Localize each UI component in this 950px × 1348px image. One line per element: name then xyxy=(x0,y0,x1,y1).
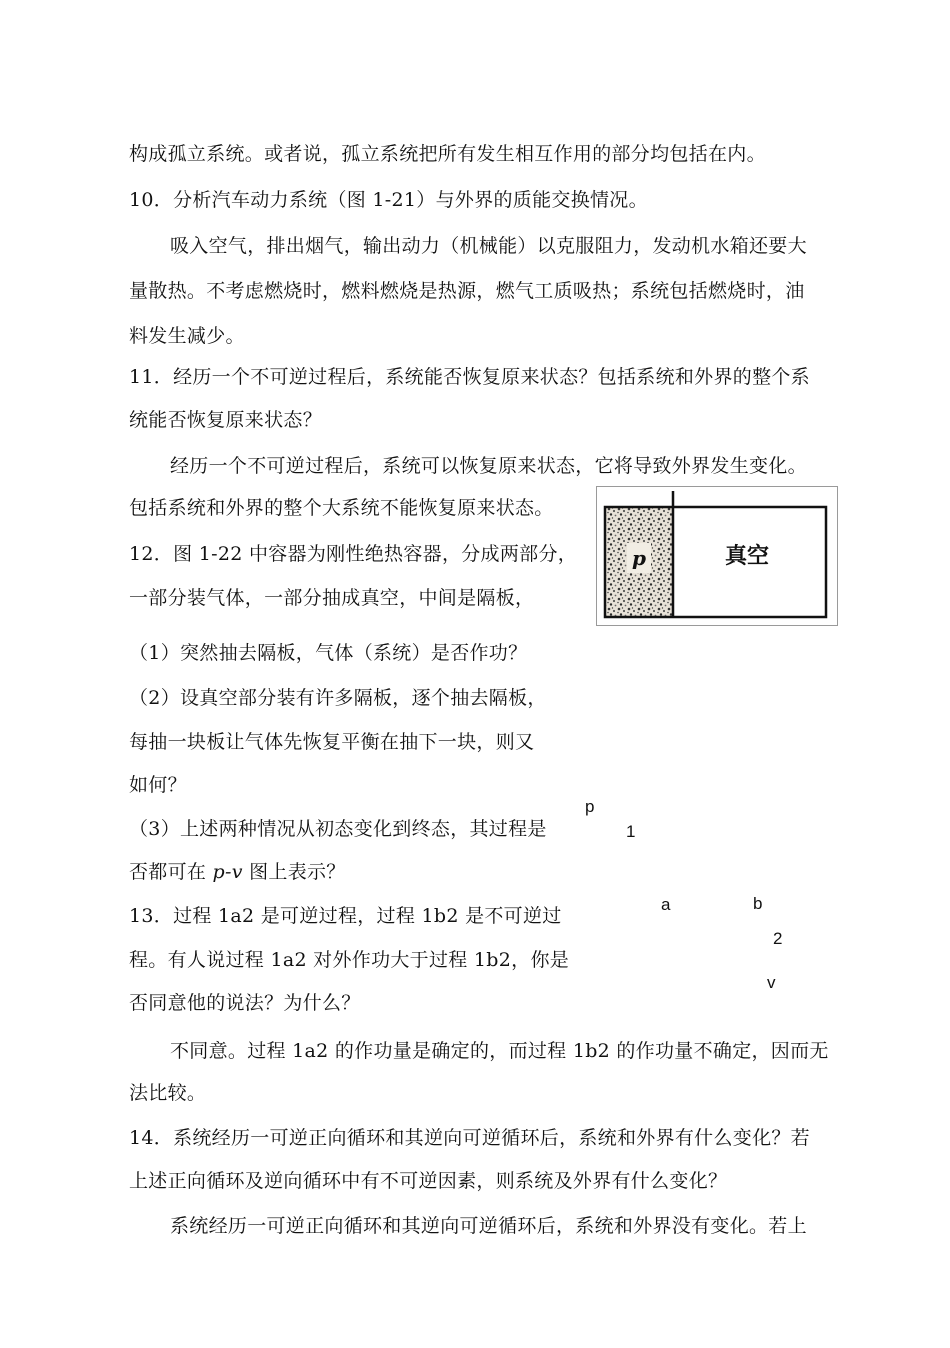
question-12-part-2-line: 如何？ xyxy=(129,774,187,796)
path-a-label: a xyxy=(661,895,671,914)
gas-label: p xyxy=(632,546,646,570)
path-b-label: b xyxy=(753,894,763,913)
question-12-part-3: （3）上述两种情况从初态变化到终态，其过程是 xyxy=(129,818,547,840)
question-12-part-2-line: 每抽一块板让气体先恢复平衡在抽下一块，则又 xyxy=(129,731,535,753)
answer-13-line: 不同意。过程 1a2 的作功量是确定的，而过程 1b2 的作功量不确定，因而无 xyxy=(170,1040,829,1062)
answer-10-line: 吸入空气，排出烟气，输出动力（机械能）以克服阻力，发动机水箱还要大 xyxy=(170,235,807,257)
question-13: 13．过程 1a2 是可逆过程，过程 1b2 是不可逆过 xyxy=(129,905,562,927)
text-line: 构成孤立系统。或者说，孤立系统把所有发生相互作用的部分均包括在内。 xyxy=(129,143,766,165)
question-11-line: 统能否恢复原来状态？ xyxy=(129,409,323,431)
v-axis-label: v xyxy=(767,973,776,992)
question-10: 10．分析汽车动力系统（图 1-21）与外界的质能交换情况。 xyxy=(129,189,648,211)
vacuum-label: 真空 xyxy=(724,544,770,569)
state-2-label: 2 xyxy=(773,929,783,948)
answer-11-line: 经历一个不可逆过程后，系统可以恢复原来状态，它将导致外界发生变化。 xyxy=(170,455,807,477)
question-13-line: 程。有人说过程 1a2 对外作功大于过程 1b2，你是 xyxy=(129,949,570,971)
answer-10-line: 量散热。不考虑燃烧时，燃料燃烧是热源，燃气工质吸热；系统包括燃烧时，油 xyxy=(129,280,805,302)
answer-10-line: 料发生减少。 xyxy=(129,325,245,347)
question-12-part-3-line: 否都可在 p-v 图上表示？ xyxy=(129,861,346,883)
state-1-label: 1 xyxy=(626,822,636,841)
question-14-line: 上述正向循环及逆向循环中有不可逆因素，则系统及外界有什么变化？ xyxy=(129,1170,728,1192)
answer-13-line: 法比较。 xyxy=(129,1082,207,1104)
answer-14-line: 系统经历一可逆正向循环和其逆向可逆循环后，系统和外界没有变化。若上 xyxy=(170,1215,807,1237)
question-12-part-2: （2）设真空部分装有许多隔板，逐个抽去隔板， xyxy=(129,687,547,709)
container-diagram xyxy=(597,487,837,625)
question-14: 14．系统经历一可逆正向循环和其逆向可逆循环后，系统和外界有什么变化？若 xyxy=(129,1127,810,1149)
answer-11-line: 包括系统和外界的整个大系统不能恢复原来状态。 xyxy=(129,497,554,519)
question-12-part-1: （1）突然抽去隔板，气体（系统）是否作功？ xyxy=(129,642,528,664)
question-12-line: 一部分装气体，一部分抽成真空，中间是隔板， xyxy=(129,587,535,609)
question-12: 12．图 1-22 中容器为刚性绝热容器，分成两部分， xyxy=(129,543,578,565)
container-figure xyxy=(596,486,838,626)
p-axis-label: p xyxy=(585,797,595,816)
question-13-line: 否同意他的说法？为什么？ xyxy=(129,992,361,1014)
question-11: 11．经历一个不可逆过程后，系统能否恢复原来状态？包括系统和外界的整个系 xyxy=(129,366,810,388)
pv-term: p-v xyxy=(212,861,243,883)
